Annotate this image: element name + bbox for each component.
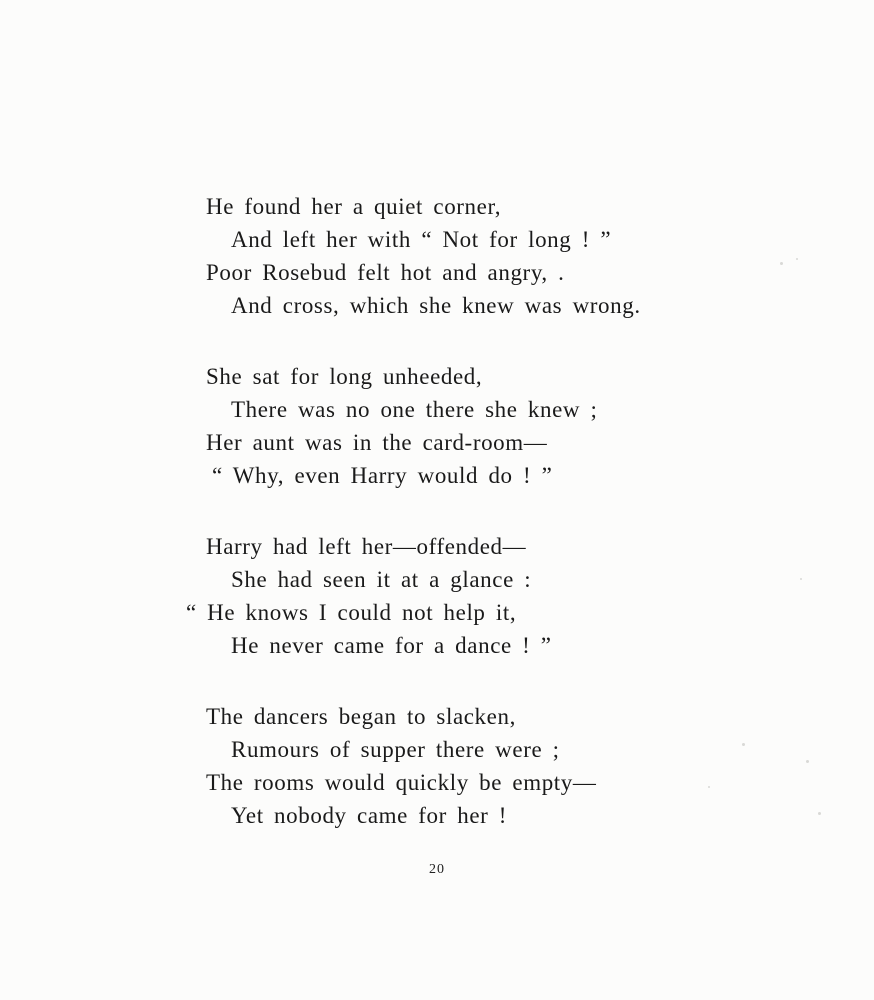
poem-line: Harry had left her—offended—: [206, 534, 527, 559]
print-speck: [806, 760, 809, 763]
print-speck: [796, 258, 798, 260]
print-speck: [742, 743, 745, 746]
poem-line: She had seen it at a glance :: [231, 567, 532, 592]
poem-line: The rooms would quickly be empty—: [206, 770, 597, 795]
poem-line: Rumours of supper there were ;: [231, 737, 560, 762]
poem-line: Her aunt was in the card-room—: [206, 430, 548, 455]
poem-line: The dancers began to slacken,: [206, 704, 516, 729]
poem-line: He found her a quiet corner,: [206, 194, 502, 219]
poem-line: Yet nobody came for her !: [231, 803, 508, 828]
poem-line: There was no one there she knew ;: [231, 397, 598, 422]
poem-line: And left her with “ Not for long ! ”: [231, 227, 612, 252]
print-speck: [708, 786, 710, 788]
poem-line: “ He knows I could not help it,: [186, 600, 517, 625]
print-speck: [800, 578, 802, 580]
poem-line: He never came for a dance ! ”: [231, 633, 552, 658]
poem-line: “ Why, even Harry would do ! ”: [212, 463, 553, 488]
print-speck: [818, 812, 821, 815]
stanza-2: [0, 360, 874, 492]
poem: [0, 190, 874, 870]
print-speck: [780, 262, 783, 265]
poem-line: And cross, which she knew was wrong.: [231, 293, 641, 318]
stanza-4: [0, 700, 874, 832]
stanza-1: [0, 190, 874, 322]
page-number: 20: [429, 862, 445, 877]
poem-line: She sat for long unheeded,: [206, 364, 483, 389]
poem-line: Poor Rosebud felt hot and angry, .: [206, 260, 565, 285]
stanza-3: [0, 530, 874, 662]
